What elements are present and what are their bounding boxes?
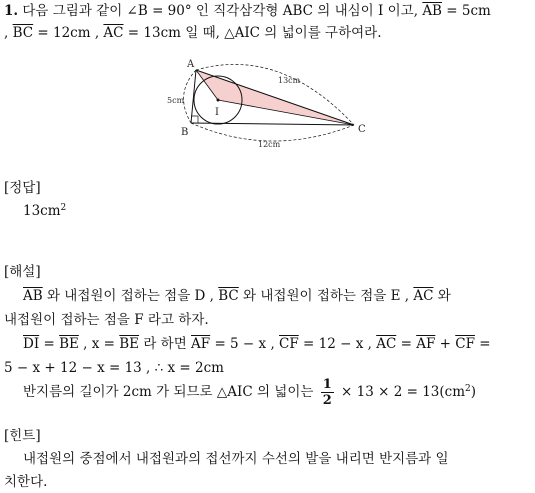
length-ab: 5cm: [167, 96, 185, 105]
problem-text: 다음 그림과 같이 ∠B = 90° 인 직각삼각형 ABC 의 내심이 I 이고,: [22, 3, 423, 19]
length-bc: 12cm: [258, 140, 281, 149]
solution-heading: [해설]: [4, 264, 41, 280]
problem-text: = 12cm ,: [33, 25, 104, 41]
text: =: [396, 336, 417, 352]
label-b: B: [181, 127, 189, 138]
text: , x =: [78, 336, 120, 352]
arc-bc: [191, 123, 354, 141]
text: =: [39, 336, 60, 352]
text: 라 하면: [139, 336, 192, 352]
text: ): [470, 384, 477, 400]
solution-line-1: [23, 286, 451, 306]
solution-line-5: [23, 375, 476, 409]
answer-value: [23, 201, 66, 221]
triangle-figure: [160, 54, 375, 154]
hint-line-2: 치한다.: [4, 474, 48, 490]
text: 와 내접원이 접하는 점을 E ,: [238, 288, 414, 304]
text: = 12 − x ,: [298, 336, 377, 352]
problem-text: = 5cm: [441, 3, 491, 19]
side-ab: [191, 70, 196, 123]
segment: $\overline{AB}$: [23, 288, 43, 304]
text: =: [474, 336, 491, 352]
segment-ab: $\overline{AB}$: [422, 3, 442, 19]
text: +: [435, 336, 456, 352]
segment: $\overline{DI}$: [23, 336, 40, 352]
exponent: 2: [465, 384, 471, 394]
segment: $\overline{AC}$: [413, 288, 434, 304]
answer-heading: [정답]: [4, 180, 41, 196]
segment: $\overline{CF}$: [279, 336, 299, 352]
segment: $\overline{BE}$: [119, 336, 140, 352]
hint-line-1: 내접원의 중점에서 내접원과의 접선까지 수선의 발을 내리면 반지름과 일: [23, 451, 449, 467]
solution-line-4: 5 − x + 12 − x = 13 , ∴ x = 2cm: [4, 360, 224, 376]
segment-ac: $\overline{AC}$: [103, 25, 124, 41]
text: × 13 × 2 = 13(cm: [341, 384, 466, 400]
answer-exponent: 2: [60, 203, 67, 213]
fraction-denominator: 2: [322, 393, 332, 408]
problem-line-1: [4, 1, 491, 21]
answer-number: 13cm: [23, 203, 61, 219]
text: 와: [433, 288, 451, 304]
incenter-dot: [217, 99, 220, 102]
text: 와 내접원이 접하는 점을 D ,: [42, 288, 219, 304]
label-i: I: [215, 107, 219, 118]
segment: $\overline{BC}$: [218, 288, 239, 304]
label-a: A: [187, 59, 195, 70]
fraction-one-half: [321, 377, 334, 408]
label-c: C: [358, 124, 366, 135]
text: = 5 − x ,: [210, 336, 280, 352]
length-ac: 13cm: [278, 76, 301, 85]
fraction-numerator: 1: [322, 377, 332, 392]
problem-line-2: [4, 23, 381, 43]
segment: $\overline{CF}$: [455, 336, 475, 352]
hint-heading: [힌트]: [4, 428, 41, 444]
problem-text: ,: [4, 25, 13, 41]
segment: $\overline{AC}$: [376, 336, 397, 352]
solution-line-2: 내접원이 접하는 점을 F 라고 하자.: [4, 312, 209, 328]
solution-line-3: [23, 334, 491, 354]
problem-text: = 13cm 일 때, △AIC 의 넓이를 구하여라.: [123, 25, 382, 41]
text: 반지름의 길이가 2cm 가 되므로 △AIC 의 넓이는: [23, 384, 314, 400]
segment: $\overline{AF}$: [416, 336, 436, 352]
problem-number: 1.: [4, 3, 19, 19]
segment-bc: $\overline{BC}$: [12, 25, 34, 41]
segment: $\overline{AF}$: [191, 336, 211, 352]
segment: $\overline{BE}$: [59, 336, 79, 352]
